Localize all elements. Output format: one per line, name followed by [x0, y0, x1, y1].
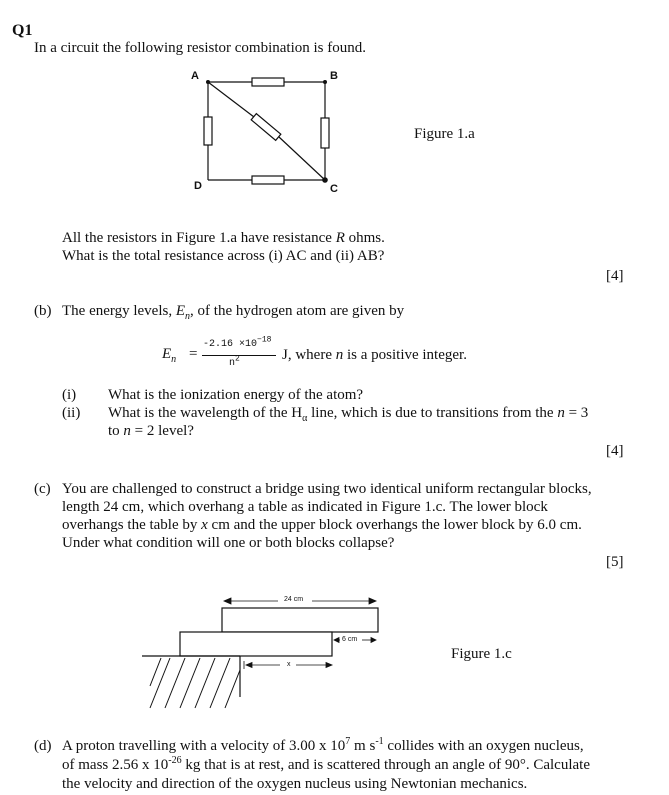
dim-24cm-label: 24 cm [284, 596, 304, 603]
node-d-label: D [194, 180, 202, 192]
node-b-label: B [330, 70, 338, 82]
part-d-line3: the velocity and direction of the oxygen nucleus using Newtonian mechanics. [62, 776, 528, 792]
part-b-marks: [4] [606, 443, 624, 459]
equation-lhs: $E_n$ [162, 346, 177, 365]
intro-text: In a circuit the following resistor combination is found. [34, 40, 367, 56]
table-hatching [150, 658, 240, 708]
equation-equals: = [189, 346, 198, 362]
part-c-line3: overhangs the table by x cm and the upper block overhangs the lower block by 6.0 cm. [62, 517, 582, 533]
part-c-marks: [5] [606, 554, 624, 570]
part-b-ii-line2: to n = 2 level? [108, 423, 194, 439]
wire-diag-a [208, 82, 254, 117]
part-c-line4: Under what condition will one or both blocks collapse? [62, 535, 395, 551]
part-b-label: (b) [34, 303, 52, 319]
wire-diag-c [279, 137, 325, 180]
part-a-line1: All the resistors in Figure 1.a have resistance R ohms. [62, 230, 385, 246]
equation-tail: J, where n is a positive integer. [282, 347, 467, 363]
resistor-ab [252, 78, 284, 86]
part-b-text: The energy levels, $E_n$, of the hydrogen atom are given by [62, 303, 405, 322]
dim-6cm-label: 6 cm [342, 636, 358, 643]
node-a-label: A [191, 70, 199, 82]
part-d-label: (d) [34, 738, 52, 754]
node-b-dot [323, 80, 327, 84]
part-b-ii-text: What is the wavelength of the $H_\alpha$ line, which is due to transitions from the n = 3 [108, 405, 589, 424]
equation-denominator: $n^2$ [229, 354, 240, 369]
part-d-line1: A proton travelling with a velocity of 3.00 x $10^7$ m $s^{-1}$ collides with an oxygen nucleus, [62, 736, 584, 754]
part-d-line2: of mass 2.56 x $10^{-26}$ kg that is at rest, and is scattered through an angle of 90°. Calculate [62, 755, 590, 773]
part-c-line1: You are challenged to construct a bridge using two identical uniform rectangular blocks, [62, 481, 592, 497]
lower-block [180, 632, 332, 656]
node-c-dot [322, 177, 328, 183]
resistor-ac [251, 114, 281, 141]
part-a-line2: What is the total resistance across (i) AC and (ii) AB? [62, 248, 385, 264]
bridge-figure-1c [142, 598, 378, 708]
part-b-i-text: What is the ionization energy of the atom? [108, 387, 364, 403]
part-b-i-label: (i) [62, 387, 77, 403]
node-c-label: C [330, 183, 338, 195]
node-a-dot [206, 80, 210, 84]
upper-block [222, 608, 378, 632]
equation-numerator: $-2.16 \times 10^{-18}$ [203, 335, 272, 350]
question-label: Q1 [12, 22, 33, 39]
figure-1a-caption: Figure 1.a [414, 126, 475, 142]
resistor-ad [204, 117, 212, 145]
dim-x-label: x [287, 661, 291, 668]
figure-1c-caption: Figure 1.c [451, 646, 512, 662]
part-b-ii-label: (ii) [62, 405, 81, 421]
part-a-marks: [4] [606, 268, 624, 284]
part-c-label: (c) [34, 481, 51, 497]
part-c-line2: length 24 cm, which overhang a table as indicated in Figure 1.c. The lower block [62, 499, 548, 515]
resistor-bc [321, 118, 329, 148]
resistor-dc [252, 176, 284, 184]
